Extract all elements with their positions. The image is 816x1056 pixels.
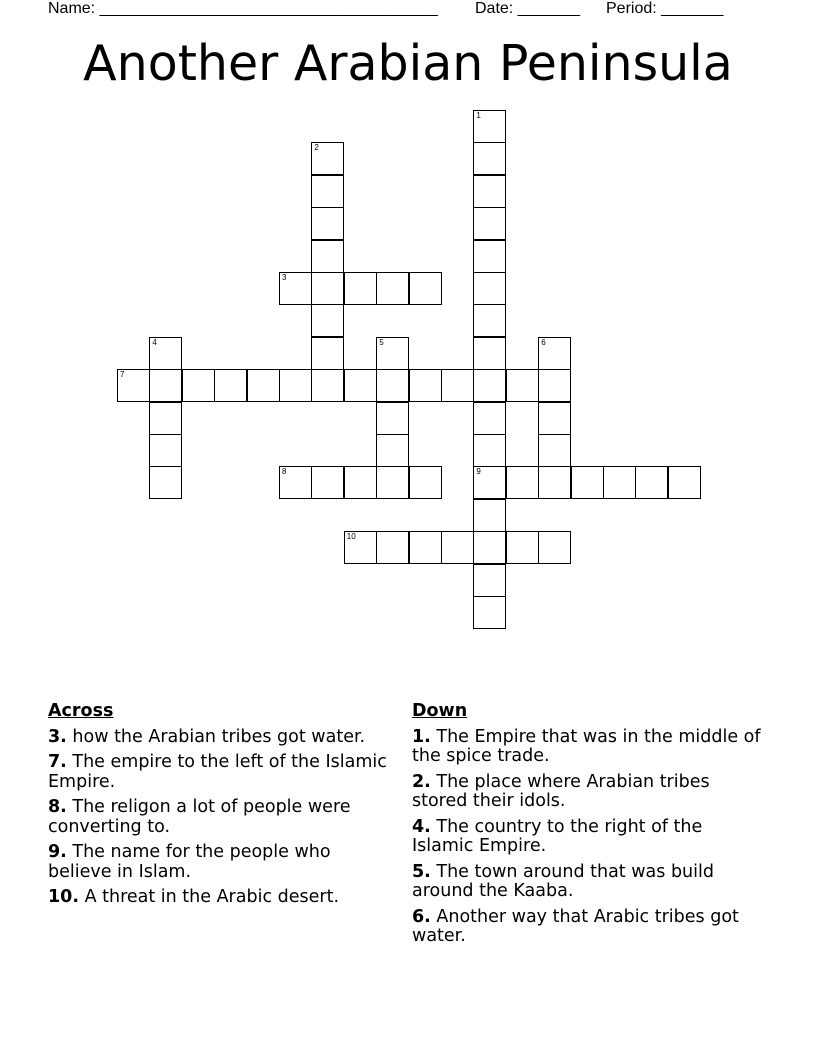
- crossword-cell[interactable]: [376, 434, 409, 467]
- crossword-cell[interactable]: [311, 207, 344, 240]
- crossword-cell[interactable]: [473, 531, 506, 564]
- crossword-cell[interactable]: [311, 175, 344, 208]
- crossword-cell[interactable]: [473, 564, 506, 597]
- crossword-cell[interactable]: [473, 304, 506, 337]
- name-field[interactable]: Name: ______________________________________: [48, 0, 438, 17]
- clue-down-4: 4. The country to the right of the Islamic Empire.: [412, 816, 703, 856]
- crossword-cell[interactable]: [311, 272, 344, 305]
- clue-number: 10: [346, 532, 356, 542]
- crossword-cell[interactable]: [538, 402, 571, 435]
- clue-number: 1: [476, 111, 481, 120]
- crossword-cell[interactable]: [506, 369, 539, 402]
- date-field[interactable]: Date: _______: [475, 0, 580, 17]
- down-heading: Down: [412, 701, 468, 721]
- crossword-cell[interactable]: [603, 466, 636, 499]
- crossword-cell[interactable]: [247, 369, 280, 402]
- crossword-cell[interactable]: [571, 466, 604, 499]
- crossword-cell[interactable]: [506, 531, 539, 564]
- crossword-cell[interactable]: [182, 369, 215, 402]
- crossword-cell[interactable]: [311, 466, 344, 499]
- crossword-cell[interactable]: [473, 596, 506, 629]
- crossword-cell[interactable]: [441, 369, 474, 402]
- crossword-cell[interactable]: [473, 369, 506, 402]
- clue-across-7: 7. The empire to the left of the Islamic Empire.: [48, 752, 387, 792]
- clue-number: 5: [379, 337, 384, 347]
- crossword-cell[interactable]: [473, 175, 506, 208]
- crossword-cell[interactable]: [409, 531, 442, 564]
- crossword-cell[interactable]: [376, 337, 409, 370]
- crossword-cell[interactable]: [473, 272, 506, 305]
- crossword-cell[interactable]: [668, 466, 701, 499]
- crossword-cell[interactable]: [376, 466, 409, 499]
- crossword-cell[interactable]: [538, 531, 571, 564]
- crossword-cell[interactable]: [538, 434, 571, 467]
- crossword-cell[interactable]: [473, 110, 506, 143]
- crossword-cell[interactable]: [538, 466, 571, 499]
- crossword-cell[interactable]: [311, 369, 344, 402]
- crossword-cell[interactable]: [473, 240, 506, 273]
- crossword-cell[interactable]: [344, 369, 377, 402]
- crossword-cell[interactable]: [376, 402, 409, 435]
- clue-number: 9: [476, 467, 481, 477]
- page-title: Another Arabian Peninsula: [83, 35, 733, 92]
- crossword-cell[interactable]: [473, 499, 506, 532]
- crossword-cell[interactable]: [344, 466, 377, 499]
- crossword-cell[interactable]: [214, 369, 247, 402]
- crossword-cell[interactable]: [538, 337, 571, 370]
- crossword-cell[interactable]: [279, 369, 312, 402]
- clue-down-2: 2. The place where Arabian tribes stored their idols.: [412, 771, 710, 811]
- crossword-cell[interactable]: [409, 369, 442, 402]
- period-field[interactable]: Period: _______: [606, 0, 724, 17]
- clue-across-8: 8. The religon a lot of people were converting to.: [48, 797, 351, 837]
- crossword-cell[interactable]: [149, 369, 182, 402]
- crossword-cell[interactable]: [376, 531, 409, 564]
- crossword-cell[interactable]: [473, 142, 506, 175]
- clue-across-3: 3. how the Arabian tribes got water.: [48, 726, 366, 747]
- crossword-cell[interactable]: [473, 337, 506, 370]
- clue-down-6: 6. Another way that Arabic tribes got water.: [412, 906, 739, 946]
- clue-number: 8: [282, 467, 287, 477]
- crossword-cell[interactable]: [409, 272, 442, 305]
- crossword-cell[interactable]: [311, 337, 344, 370]
- clue-across-10: 10. A threat in the Arabic desert.: [48, 887, 340, 907]
- crossword-cell[interactable]: [376, 272, 409, 305]
- crossword-cell[interactable]: [473, 402, 506, 435]
- across-heading: Across: [48, 701, 114, 721]
- crossword-cell[interactable]: [344, 531, 377, 564]
- crossword-cell[interactable]: [538, 369, 571, 402]
- clue-number: 4: [152, 337, 157, 347]
- crossword-cell[interactable]: [376, 369, 409, 402]
- crossword-cell[interactable]: [149, 434, 182, 467]
- crossword-cell[interactable]: [117, 369, 150, 402]
- clue-number: 3: [282, 273, 287, 282]
- crossword-cell[interactable]: [311, 304, 344, 337]
- across-clues: [48, 702, 393, 914]
- crossword-cell[interactable]: [506, 466, 539, 499]
- crossword-cell[interactable]: [149, 466, 182, 499]
- crossword-cell[interactable]: [149, 402, 182, 435]
- crossword-cell[interactable]: [473, 434, 506, 467]
- crossword-cell[interactable]: [441, 531, 474, 564]
- crossword-cell[interactable]: [149, 337, 182, 370]
- clue-number: 6: [541, 337, 546, 347]
- clue-down-5: 5. The town around that was build around the Kaaba.: [412, 861, 714, 901]
- crossword-cell[interactable]: [279, 272, 312, 305]
- clue-number: 2: [314, 143, 319, 153]
- crossword-cell[interactable]: [473, 466, 506, 499]
- crossword-cell[interactable]: [311, 240, 344, 273]
- crossword-cell[interactable]: [311, 142, 344, 175]
- down-clues: [412, 702, 762, 953]
- crossword-cell[interactable]: [344, 272, 377, 305]
- crossword-cell[interactable]: [409, 466, 442, 499]
- crossword-cell[interactable]: [635, 466, 668, 499]
- clue-across-9: 9. The name for the people who believe in Islam.: [48, 842, 331, 882]
- crossword-cell[interactable]: [279, 466, 312, 499]
- clue-down-1: 1. The Empire that was in the middle of the spice trade.: [412, 726, 761, 766]
- crossword-cell[interactable]: [473, 207, 506, 240]
- clue-number: 7: [120, 370, 125, 380]
